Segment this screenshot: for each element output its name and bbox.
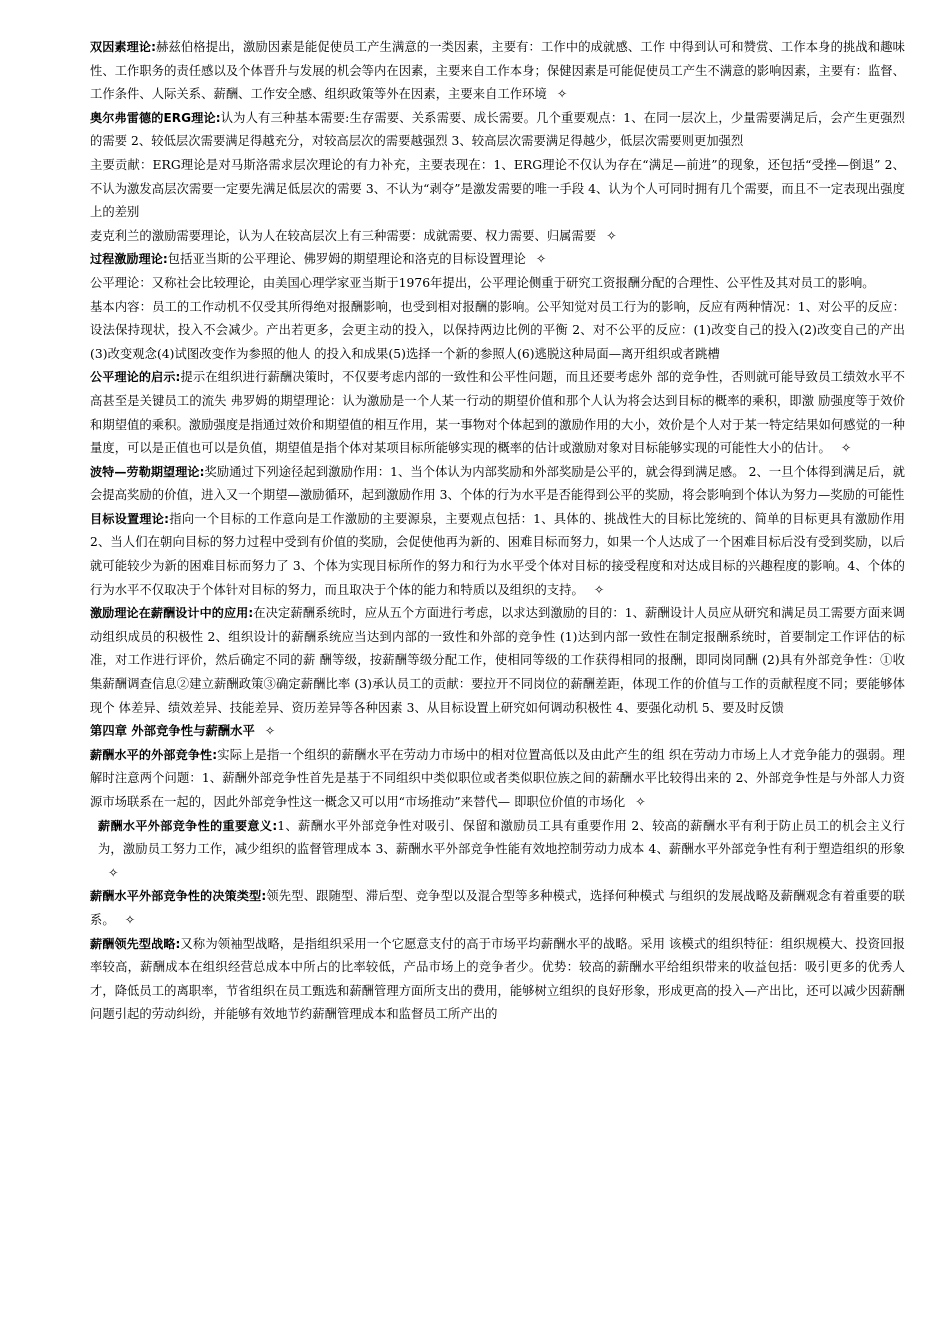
diamond-bullet-icon: ✧ [535, 252, 547, 267]
term-heading: 薪酬领先型战略: [90, 936, 181, 951]
paragraph-equity-implication [90, 366, 905, 460]
paragraph-significance [90, 815, 905, 886]
term-heading: 目标设置理论: [90, 511, 169, 526]
paragraph-text: 在决定薪酬系统时，应从五个方面进行考虑，以求达到激励的目的：1、薪酬设计人员应从研究和满足员工需要方面来调动组织成员的积极性 2、组织设计的薪酬系统应当达到内部的一致性和外部的竞争性 (1)达到内部一致性在制定报酬系统时，首要制定工作评估的标准，对工作进行评价，然后确定不同的薪 酬等级，按薪酬等级分配工作，使相同等级的工作获得相同的报酬，即同岗同酬 (2)具有外部竞争性：①收集薪酬调查信息②建立薪酬政策③确定薪酬比率 (3)承认员工的贡献：要拉开不同岗位的薪酬差距，体现工作的价值与工作的贡献程度不同；要能够体现个 体差异、绩效差异、技能差异、资历差异等各种因素 3、从目标设置上研究如何调动积极性 4、要强化动机 5、要及时反馈 [90, 606, 905, 715]
chapter-title: 第四章 外部竞争性与薪酬水平 [90, 724, 255, 739]
diamond-bullet-icon: ✧ [606, 228, 617, 243]
diamond-bullet-icon: ✧ [108, 865, 119, 880]
paragraph-mcclelland [90, 225, 905, 249]
term-heading: 奥尔弗雷德的ERG理论: [90, 110, 221, 125]
paragraph-porter-lawler [90, 461, 905, 508]
diamond-bullet-icon: ✧ [556, 87, 568, 102]
term-heading: 公平理论的启示: [90, 370, 181, 385]
paragraph-erg-contribution [90, 154, 905, 225]
paragraph-text: 赫兹伯格提出，激励因素是能促使员工产生满意的一类因素，主要有：工作中的成就感、工作 中得到认可和赞赏、工作本身的挑战和趣味性、工作职务的责任感以及个体晋升与发展的机会等内在因素，主要来自工作本身；保健因素是可能促使员工产生不满意的影响因素，主要有：监督、工作条件、人际关系、薪酬、工作安全感、组织政策等外在因素，主要来自工作环境 [90, 40, 906, 102]
paragraph-text: 包括亚当斯的公平理论、佛罗姆的期望理论和洛克的目标设置理论 [167, 252, 526, 267]
diamond-bullet-icon: ✧ [593, 582, 605, 597]
diamond-bullet-icon: ✧ [635, 795, 646, 809]
paragraph-equity-theory [90, 272, 905, 296]
paragraph-text: 认为人有三种基本需要:生存需要、关系需要、成长需要。几个重要观点：1、在同一层次上，少量需要满足后，会产生更强烈的需要 2、较低层次需要满足得越充分，对较高层次的需要越强烈 3、较高层次需要满足得越少，低层次需要则更加强烈 [90, 110, 905, 149]
paragraph-text: 指向一个目标的工作意向是工作激励的主要源泉，主要观点包括：1、具体的、挑战性大的目标比笼统的、简单的目标更具有激励作用 2、当人们在朝向目标的努力过程中受到有价值的奖励，会促使他再为新的、困难目标而努力，如果一个人达成了一个困难目标后没有受到奖励，以后就可能较少为新的困难目标而努力了 3、个体为实现目标所作的努力和行为水平受个体对目标的接受程度和对达成目标的兴趣程度的影响。4、个体的行为水平不仅取决于个体针对目标的努力，而且取决于个体的能力和特质以及组织的支持。 [90, 511, 906, 597]
term-heading: 薪酬水平外部竞争性的重要意义: [98, 818, 278, 833]
paragraph-text: 基本内容：员工的工作动机不仅受其所得绝对报酬影响，也受到相对报酬的影响。公平知觉对员工行为的影响，反应有两种情况：1、对公平的反应：设法保持现状，投入不会减少。产出若更多，会更主动的投入，以保持两边比例的平衡 2、对不公平的反应：(1)改变自己的投入(2)改变自己的产出(3)改变观念(4)试图改变作为参照的他人 的投入和成果(5)选择一个新的参照人(6)逃脱这种局面—离开组织或者跳槽 [90, 299, 905, 361]
paragraph-text: 实际上是指一个组织的薪酬水平在劳动力市场中的相对位置高低以及由此产生的组 织在劳动力市场上人才竞争能力的强弱。理解时注意两个问题：1、薪酬外部竞争性首先是基于不同组织中类似职位或者类似职位族之间的薪酬水平比较得出来的 2、外部竞争性是与外部人力资源市场联系在一起的，因此外部竞争性这一概念又可以用“市场推动”来替代— 即职位价值的市场化 [90, 747, 905, 809]
paragraph-process-theory [90, 248, 905, 272]
term-heading: 薪酬水平外部竞争性的决策类型: [90, 889, 267, 904]
paragraph-goal-setting [90, 508, 905, 602]
paragraph-text: 麦克利兰的激励需要理论，认为人在较高层次上有三种需要：成就需要、权力需要、归属需要 [90, 228, 597, 243]
diamond-bullet-icon: ✧ [840, 441, 852, 456]
paragraph-external-competitiveness [90, 744, 905, 815]
paragraph-text: 领先型、跟随型、滞后型、竞争型以及混合型等多种模式，选择何种模式 与组织的发展战略及薪酬观念有着重要的联系。 [90, 889, 905, 927]
term-heading: 波特—劳勒期望理论: [90, 464, 205, 479]
term-heading: 过程激励理论: [90, 252, 168, 267]
chapter-heading [90, 720, 905, 744]
paragraph-text: 主要贡献：ERG理论是对马斯洛需求层次理论的有力补充，主要表现在：1、ERG理论不仅认为存在“满足—前进”的现象，还包括“受挫—倒退” 2、不认为激发高层次需要一定要先满足低层次的需要 3、不认为“剥夺”是激发需要的唯一手段 4、认为个人可同时拥有几个需要，而且不一定表现出强度上的差别 [90, 157, 905, 220]
term-heading: 薪酬水平的外部竞争性: [90, 747, 218, 762]
paragraph-text: 1、薪酬水平外部竞争性对吸引、保留和激励员工具有重要作用 2、较高的薪酬水平有利于防止员工的机会主义行为，激励员工努力工作，减少组织的监督管理成本 3、薪酬水平外部竞争性能有效地控制劳动力成本 4、薪酬水平外部竞争性有利于塑造组织的形象 [98, 818, 905, 857]
paragraph-two-factor-theory [90, 36, 905, 107]
term-heading: 激励理论在薪酬设计中的应用: [90, 606, 254, 621]
diamond-bullet-icon: ✧ [124, 912, 136, 927]
paragraph-motivation-application [90, 602, 905, 720]
paragraph-erg-theory [90, 107, 905, 154]
paragraph-text: 又称为领袖型战略，是指组织采用一个它愿意支付的高于市场平均薪酬水平的战略。采用 该模式的组织特征：组织规模大、投资回报率较高，薪酬成本在组织经营总成本中所占的比率较低，产品市场上的竞争者少。优势：较高的薪酬水平给组织带来的收益包括：吸引更多的优秀人才，降低员工的离职率，节省组织在员工甄选和薪酬管理方面所支出的费用，能够树立组织的良好形象，形成更高的投入—产出比，还可以减少因薪酬问题引起的劳动纠纷，并能够有效地节约薪酬管理成本和监督员工所产出的 [90, 936, 905, 1022]
paragraph-text: 公平理论：又称社会比较理论，由美国心理学家亚当斯于1976年提出，公平理论侧重于研究工资报酬分配的合理性、公平性及其对员工的影响。 [90, 275, 875, 290]
paragraph-equity-content [90, 296, 905, 367]
paragraph-decision-types [90, 885, 905, 932]
document-page [90, 36, 905, 1027]
paragraph-text: 奖励通过下列途径起到激励作用：1、当个体认为内部奖励和外部奖励是公平的，就会得到满足感。 2、一旦个体得到满足后，就会提高奖励的价值，进入又一个期望—激励循环，起到激励作用 3、个体的行为水平是否能得到公平的奖励，将会影响到个体认为努力—奖励的可能性 [90, 464, 905, 503]
paragraph-lead-strategy [90, 933, 905, 1027]
paragraph-text: 提示在组织进行薪酬决策时，不仅要考虑内部的一致性和公平性问题，而且还要考虑外 部的竞争性，否则就可能导致员工绩效水平不高甚至是关键员工的流失 弗罗姆的期望理论：认为激励是一个人某一行动的期望价值和那个人认为将会达到目标的概率的乘积，即激 励强度等于效价和期望值的乘积。激励强度是指通过效价和期望值的相互作用，某一事物对个体起到的激励作用的大小，效价是个人对于某一特定结果如何感觉的一种量度，可以是正值也可以是负值，期望值是指个体对某项目标所能够实现的概率的估计或激励对象对目标能够实现的可能性大小的估计。 [90, 370, 905, 456]
diamond-bullet-icon: ✧ [264, 724, 276, 739]
term-heading: 双因素理论: [90, 40, 156, 54]
